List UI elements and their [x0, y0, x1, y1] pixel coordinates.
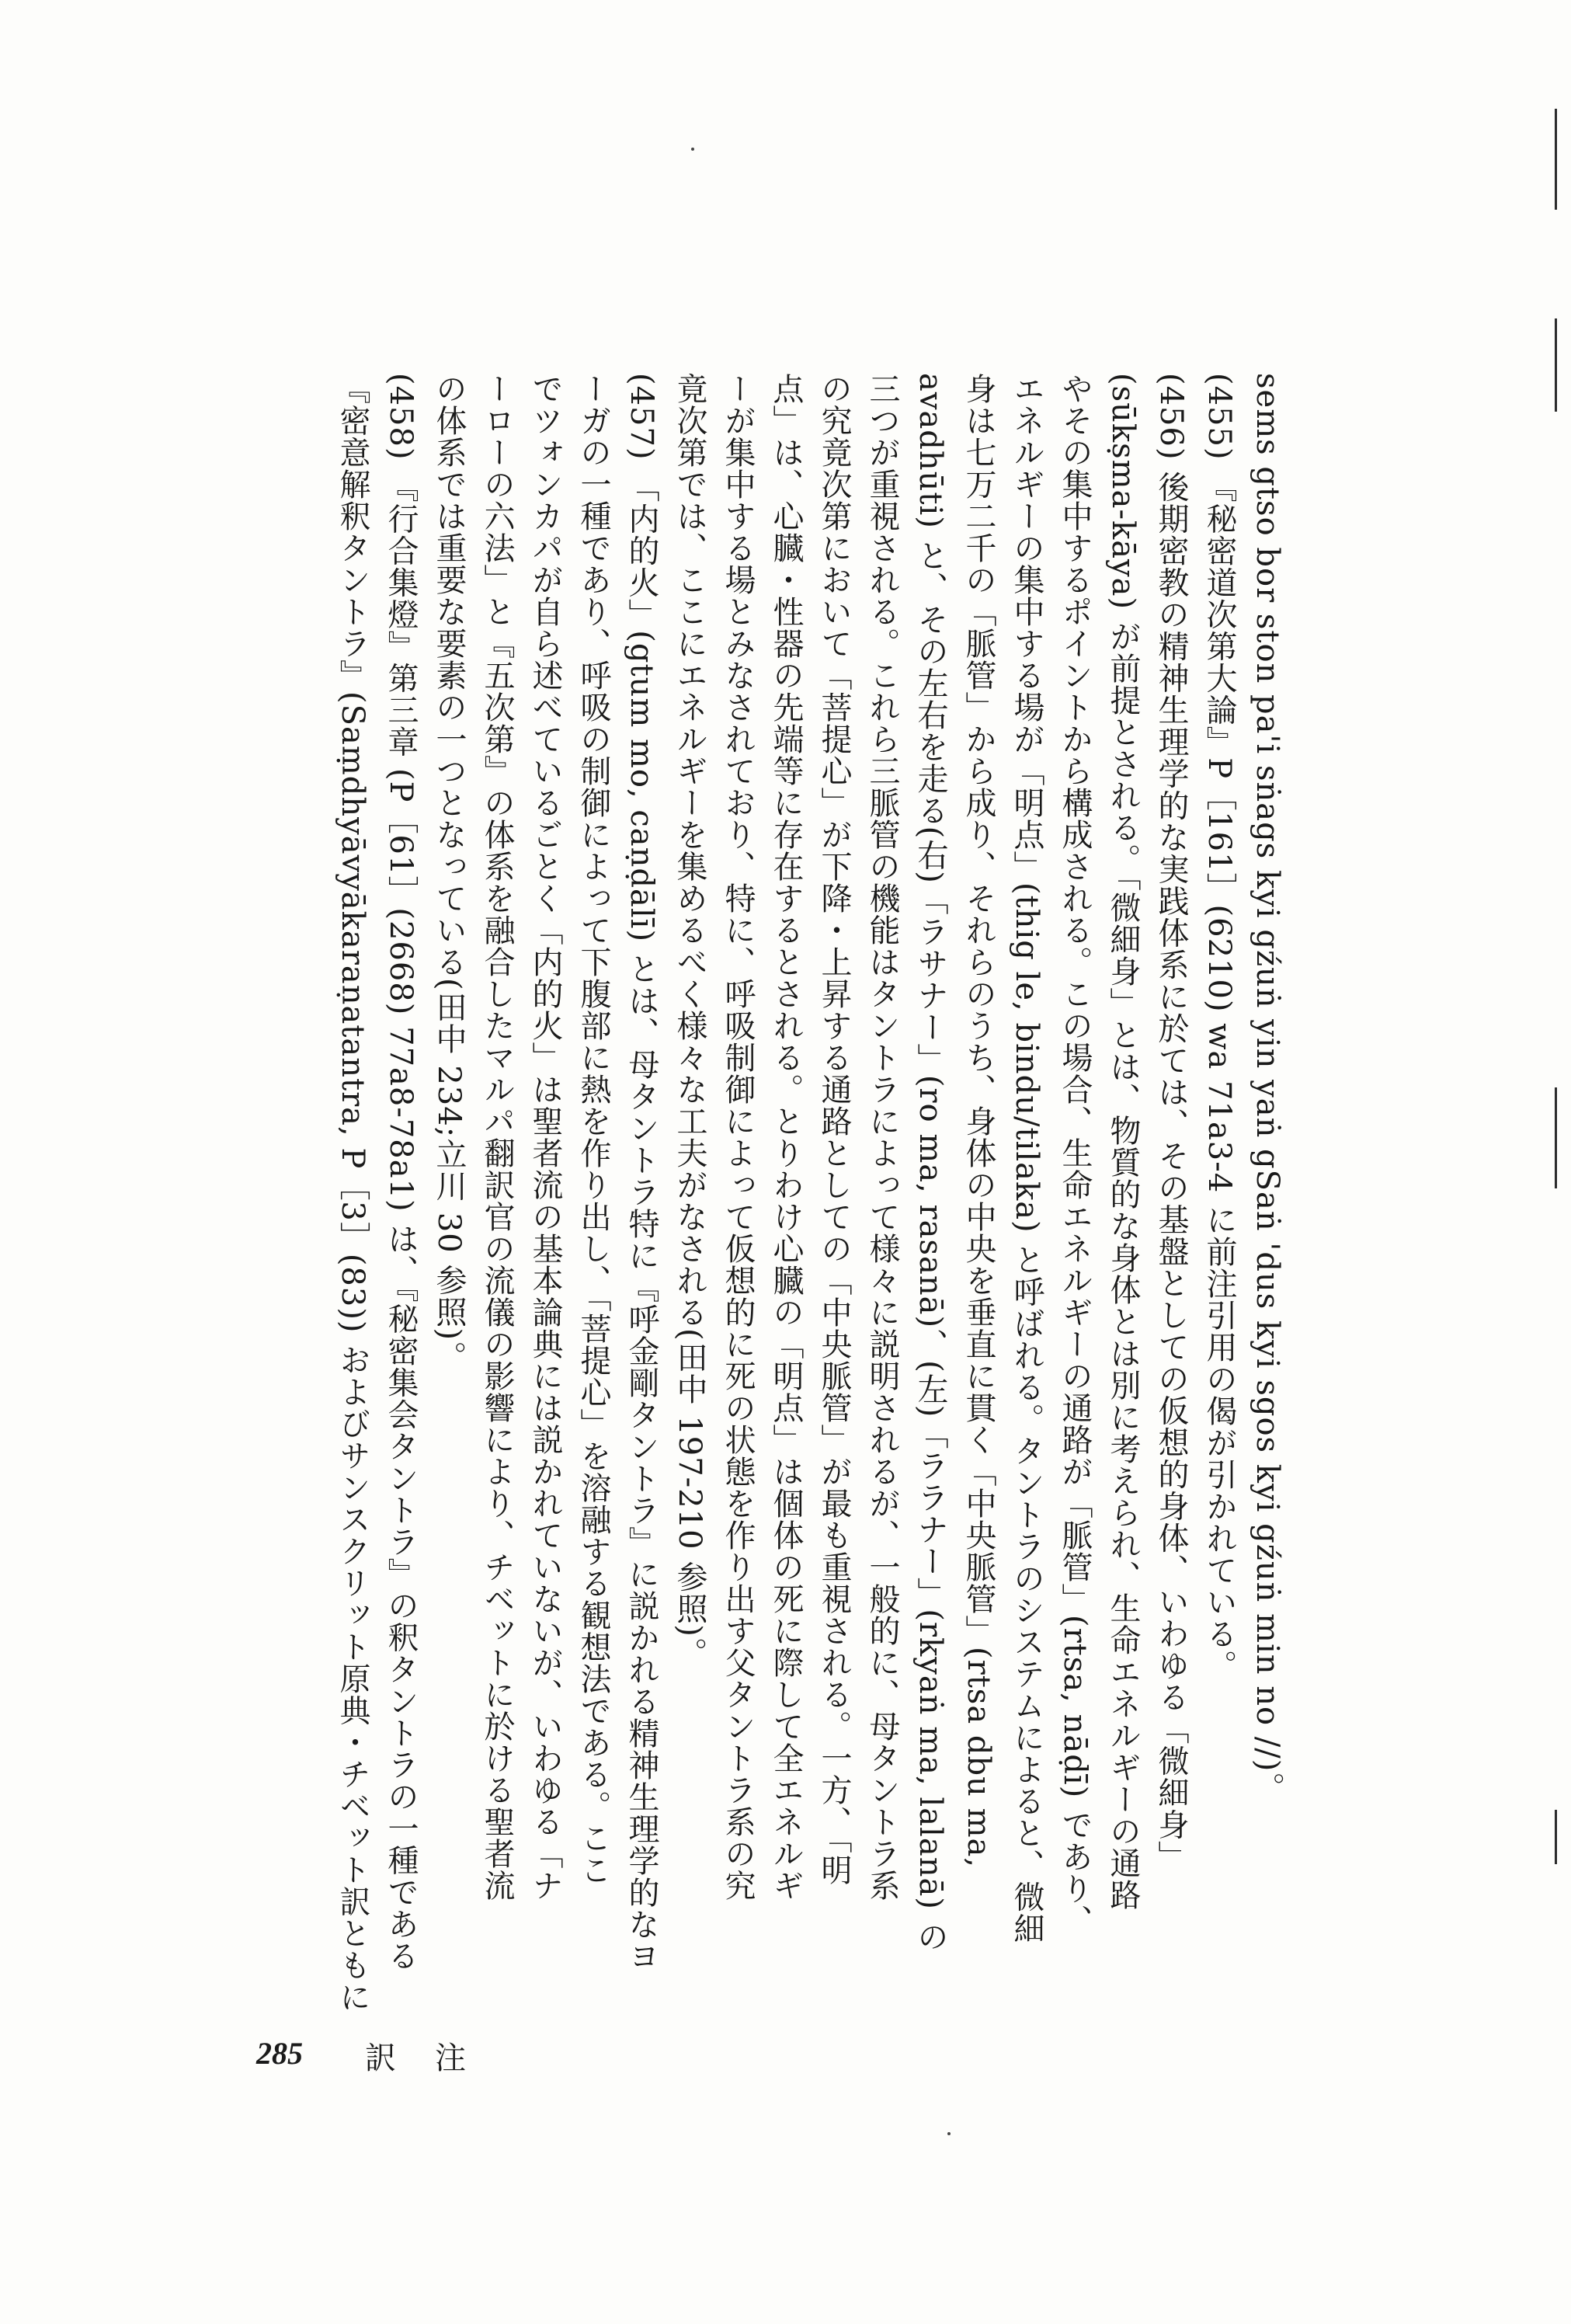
text-line: ーガの一種であり、呼吸の制御によって下腹部に熱を作り出し、「菩提心」を溶融する観想法である。ここ: [575, 373, 611, 1886]
note-457-line: (457) 「内的火」(gtum mo, caṇḍālī) とは、母タントラ特に『呼金剛タントラ』に説かれる精神生理学的なヨ: [624, 373, 659, 1972]
text-line: 身は七万二千の「脈管」から成り、それらのうち、身体の中央を垂直に貫く「中央脈管」(rtsa dbu ma,: [961, 373, 996, 1869]
note-458-line: (458) 『行合集燈』第三章 (P［61］(2668) 77a8-78a1) は、『秘密集会タントラ』の釈タントラの一種である: [383, 373, 419, 1972]
text-line: 竟次第では、ここにエネルギーを集めるべく様々な工夫がなされる(田中 197-210 参照)。: [672, 373, 707, 1669]
text-line: やその集中するポイントから構成される。この場合、生命エネルギーの通路が「脈管」(rtsa, nāḍī) であり、: [1057, 373, 1093, 1936]
text-line: 三つが重視される。これら三脈管の機能はタントラによって様々に説明されるが、一般的に、母タントラ系: [864, 373, 900, 1901]
text-line: 『密意解釈タントラ』(Saṃdhyāvyākaraṇatantra, P［3］(83)) およびサンスクリット原典・チベット訳ともに: [335, 373, 370, 2013]
text-line: の究竟次第において「菩提心」が下降・上昇する通路としての「中央脈管」が最も重視される。一方、「明: [816, 373, 852, 1886]
running-head: 訳注: [365, 2040, 505, 2076]
scan-edge-line: [1555, 1810, 1557, 1864]
text-line: ーローの六法」と『五次第』の体系を融合したマルパ翻訳官の流儀の影響により、チベットに於ける聖者流: [479, 373, 515, 1901]
page-number: 285: [256, 2036, 303, 2071]
note-455-line: (455) 『秘密道次第大論』P［161］(6210) wa 71a3-4 に前注引用の偈が引かれている。: [1201, 373, 1237, 1682]
text-line: sems gtso bor ston pa'i sṅags kyi gźuṅ yin yaṅ gSaṅ 'dus kyi sgos kyi gźuṅ min no //)。: [1250, 373, 1285, 1804]
text-line: (sūkṣma-kāya) が前提とされる。「微細身」とは、物質的な身体とは別に考えられ、生命エネルギーの通路: [1105, 373, 1141, 1911]
text-line: 点」は、心臓・性器の先端等に存在するとされる。とりわけ心臓の「明点」は個体の死に際して全エネルギ: [768, 373, 804, 1901]
text-line: avadhūti) と、その左右を走る(右)「ラサナー」(ro ma, rasanā)、(左)「ララナー」(rkyaṅ ma, lalanā) の: [912, 373, 948, 1953]
text-line: ーが集中する場とみなされており、特に、呼吸制御によって仮想的に死の状態を作り出す父タントラ系の究: [720, 373, 756, 1901]
scan-speck: [947, 2132, 951, 2135]
text-line: エネルギーの集中する場が「明点」(thig le, bindu/tilaka) と呼ばれる。タントラのシステムによると、微細: [1009, 373, 1044, 1945]
text-line: の体系では重要な要素の一つとなっている(田中 234;立川 30 参照)。: [431, 373, 467, 1373]
scan-edge-line: [1555, 318, 1557, 412]
scan-edge-line: [1555, 109, 1557, 210]
note-456-line: (456) 後期密教の精神生理学的な実践体系に於ては、その基盤としての仮想的身体、いわゆる「微細身」: [1153, 373, 1189, 1873]
scan-speck: [691, 148, 694, 151]
annotation-text-block: [328, 373, 1291, 2016]
scan-edge-line: [1555, 1087, 1557, 1188]
text-line: でツォンカパが自ら述べているごとく「内的火」は聖者流の基本論典には説かれていないが、いわゆる「ナ: [527, 373, 563, 1901]
